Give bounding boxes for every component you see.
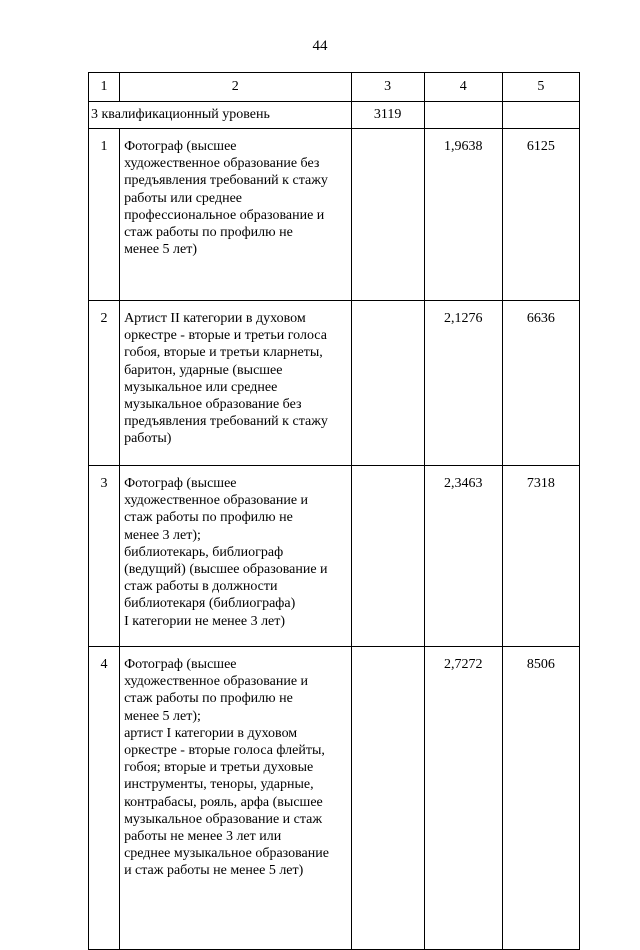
description-line: оркестре - вторые голоса флейты,: [124, 743, 325, 759]
description-line: профессиональное образование и: [124, 207, 325, 223]
description-line: предъявления требований к стажу: [124, 414, 328, 430]
description-line: Фотограф (высшее: [124, 657, 237, 672]
coefficient-value: 1,9638: [424, 129, 502, 301]
table-row: [89, 466, 580, 647]
table-row: [89, 129, 580, 301]
description-line: гобоя; вторые и третьи духовые: [124, 760, 314, 776]
description-line: инструменты, теноры, ударные,: [124, 777, 314, 793]
empty-cell: [351, 129, 424, 301]
table-header-row: [89, 73, 580, 102]
description-line: работы не менее 3 лет или: [124, 829, 282, 845]
description-line: стаж работы по профилю не: [124, 510, 293, 526]
description-line: музыкальное образование и стаж: [124, 811, 323, 827]
description-line: музыкальное или среднее: [124, 379, 278, 395]
description-line: предъявления требований к стажу: [124, 173, 328, 189]
row-number: 2: [89, 301, 120, 466]
header-cell-3: 3: [351, 73, 424, 102]
description-line: библиотекарь, библиограф: [124, 544, 284, 560]
table-row: [89, 301, 580, 466]
description-line: художественное образование и: [124, 674, 309, 690]
salary-value: 7318: [502, 466, 579, 647]
position-description: [120, 466, 351, 647]
coefficient-value: 2,7272: [424, 647, 502, 950]
description-line: музыкальное образование без: [124, 397, 302, 413]
description-line: Фотограф (высшее: [124, 139, 237, 154]
description-line: художественное образование без: [124, 156, 320, 172]
header-cell-1: 1: [89, 73, 120, 102]
coefficient-value: 2,3463: [424, 466, 502, 647]
page-number: 44: [312, 38, 328, 54]
description-line: Фотограф (высшее: [124, 476, 237, 491]
position-description: [120, 129, 351, 301]
description-line: библиотекаря (библиографа): [124, 596, 296, 612]
description-line: баритон, ударные (высшее: [124, 362, 283, 378]
description-line: оркестре - вторые и третьи голоса: [124, 328, 327, 344]
salary-value: 6125: [502, 129, 579, 301]
header-cell-2: 2: [120, 73, 351, 102]
empty-cell: [502, 102, 579, 129]
description-line: гобоя, вторые и третьи кларнеты,: [124, 345, 323, 361]
salary-value: 8506: [502, 647, 579, 950]
position-description: [120, 301, 351, 466]
description-line: менее 3 лет);: [124, 527, 201, 543]
description-line: и стаж работы не менее 5 лет): [124, 863, 304, 879]
empty-cell: [351, 647, 424, 950]
description-line: среднее музыкальное образование: [124, 846, 329, 862]
description-line: стаж работы в должности: [124, 579, 278, 595]
row-number: 4: [89, 647, 120, 950]
header-cell-5: 5: [502, 73, 579, 102]
salary-value: 6636: [502, 301, 579, 466]
description-line: работы или среднее: [124, 190, 242, 206]
qualification-level-label: 3 квалификационный уровень: [89, 102, 352, 129]
empty-cell: [351, 301, 424, 466]
description-line: Артист II категории в духовом: [124, 311, 306, 326]
description-line: менее 5 лет): [124, 242, 198, 258]
row-number: 3: [89, 466, 120, 647]
description-line: контрабасы, рояль, арфа (высшее: [124, 794, 323, 810]
description-line: артист I категории в духовом: [124, 725, 298, 741]
description-line: работы): [124, 431, 172, 447]
description-line: менее 5 лет);: [124, 708, 201, 724]
row-number: 1: [89, 129, 120, 301]
position-description: [120, 647, 351, 950]
empty-cell: [351, 466, 424, 647]
table-row: [89, 647, 580, 950]
qualification-level-row: [89, 102, 580, 129]
description-line: (ведущий) (высшее образование и: [124, 562, 328, 578]
salary-table: [88, 72, 580, 950]
header-cell-4: 4: [424, 73, 502, 102]
coefficient-value: 2,1276: [424, 301, 502, 466]
description-line: художественное образование и: [124, 493, 309, 509]
qualification-level-base-value: 3119: [351, 102, 424, 129]
empty-cell: [424, 102, 502, 129]
description-line: I категории не менее 3 лет): [124, 613, 286, 629]
description-line: стаж работы по профилю не: [124, 691, 293, 707]
description-line: стаж работы по профилю не: [124, 225, 293, 241]
